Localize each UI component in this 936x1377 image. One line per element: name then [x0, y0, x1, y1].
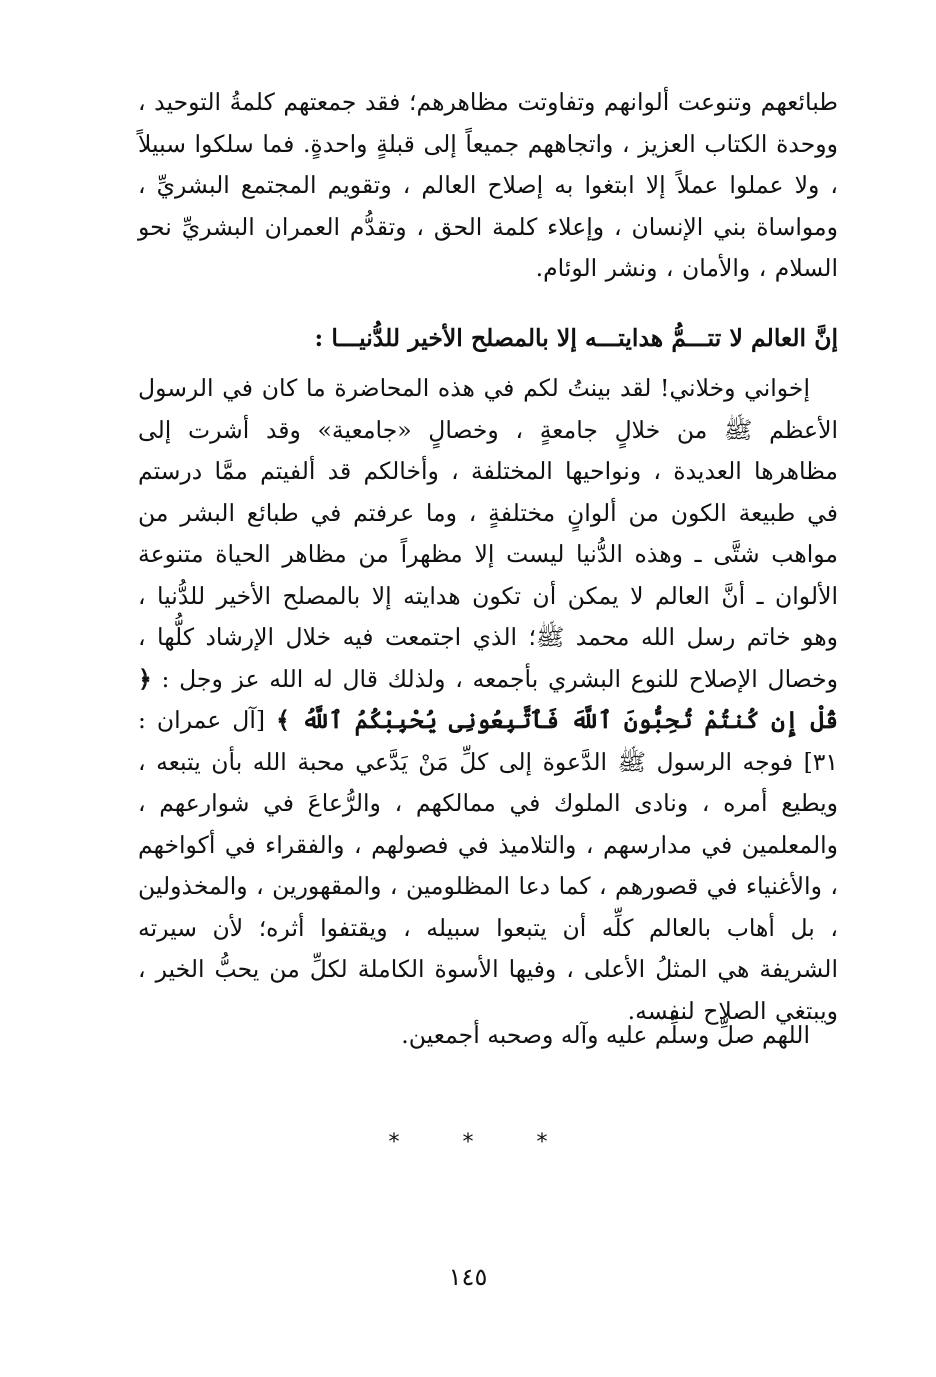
- paragraph-main: [138, 368, 838, 1032]
- section-heading: إنَّ العالم لا تتـــمُّ هدايتـــه إلا بالمصلح الأخير للدُّنيـــا :: [314, 324, 838, 352]
- paragraph-continuation: طبائعهم وتنوعت ألوانهم وتفاوتت مظاهرهم؛ فقد جمعتهم كلمةُ التوحيد ، ووحدة الكتاب العزيز ، واتجاههم جميعاً إلى قبلةٍ واحدةٍ. فما سلكوا سبيلاً ، ولا عملوا عملاً إلا ابتغوا به إصلاح العالم ، وتقويم المجتمع البشريِّ ، ومواساة بني الإنسان ، وإعلاء كلمة الحق ، وتقدُّم العمران البشريِّ نحو السلام ، والأمان ، ونشر الوئام.: [138, 88, 838, 282]
- quran-verse: ﴿ قُلْ إِن كُنتُمْ تُحِبُّونَ ٱللَّهَ فَٱتَّبِعُونِى يُحْبِبْكُمُ ٱللَّهُ ﴾: [138, 664, 838, 734]
- paragraph-main-text-after-quote: [آل عمران : ٣١] فوجه الرسول ﷺ الدَّعوة إلى كلِّ مَنْ يَدَّعي محبة الله بأن يتبعه ، ويطيع أمره ، ونادى الملوك في ممالكهم ، والرُّعاعَ في شوارعهم ، والمعلمين في مدارسهم ، والتلاميذ في فصولهم ، والفقراء في أكواخهم ، والأغنياء في قصورهم ، كما دعا المظلومين ، والمقهورين ، والمخذولين ، بل أهاب بالعالم كلِّه أن يتبعوا سبيله ، ويقتفوا أثره؛ لأن سيرته الشريفة هي المثلُ الأعلى ، وفيها الأسوة الكاملة لكلِّ من يحبُّ الخير ، ويبتغي الصلاح لنفسه.: [138, 706, 838, 1025]
- closing-prayer: اللهم صلِّ وسلِّم عليه وآله وصحبه أجمعين.: [401, 1021, 810, 1049]
- page-number: ١٤٥: [448, 1263, 488, 1291]
- section-separator: * * *: [388, 1130, 576, 1155]
- paragraph-main-text-before-quote: إخواني وخلاني! لقد بينتُ لكم في هذه المحاضرة ما كان في الرسول الأعظم ﷺ من خلالٍ جامعةٍ ، وخصالٍ «جامعية» وقد أشرت إلى مظاهرها العديدة ، ونواحيها المختلفة ، وأخالكم قد ألفيتم ممَّا درستم في طبيعة الكون من ألوانٍ مختلفةٍ ، وما عرفتم في طبائع البشر من مواهب شتَّى ـ وهذه الدُّنيا ليست إلا مظهراً من مظاهر الحياة متنوعة الألوان ـ أنَّ العالم لا يمكن أن تكون هدايته إلا بالمصلح الأخير للدُّنيا ، وهو خاتم رسل الله محمد ﷺ؛ الذي اجتمعت فيه خلال الإرشاد كلُّها ، وخصال الإصلاح للنوع البشري بأجمعه ، ولذلك قال له الله عز وجل :: [138, 374, 838, 693]
